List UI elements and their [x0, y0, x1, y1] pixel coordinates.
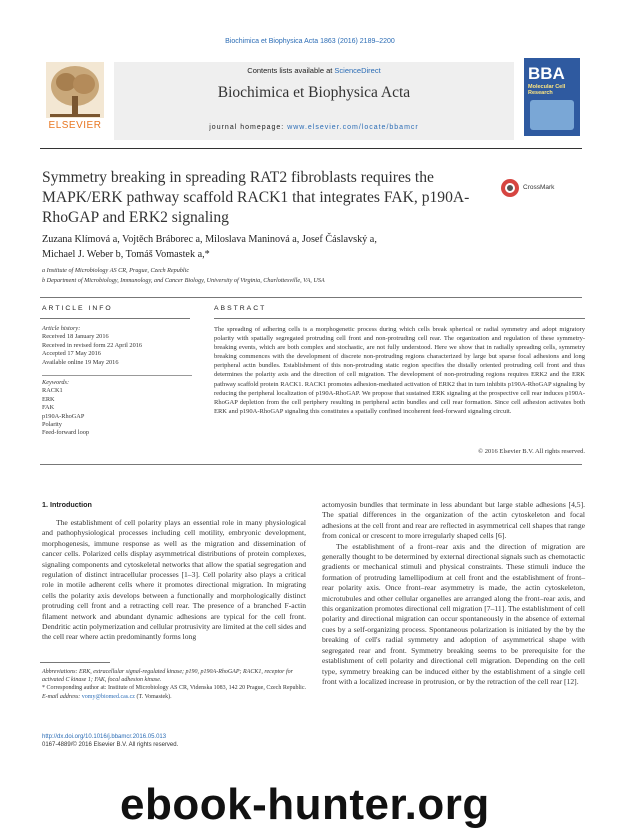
- keyword: RACK1: [42, 387, 63, 395]
- keywords-label: Keywords:: [42, 379, 70, 387]
- email-link[interactable]: vomy@biomed.cas.cz: [81, 693, 135, 700]
- abstract-rule: [214, 318, 585, 319]
- paragraph: The establishment of a front–rear axis and the direction of migration are generally thought to be determined by external directional signals such as chemotactic gradients or mechanical stimuli and physical constraints. These stimuli induce the formation of protruding lamellipodium at cell front and the establishment of front–rear polarity axis. Once front–rear asymmetry is made, the actin cytoskeleton, microtubules and other cellular organelles are arranged along the front–rear axis, and this organization promotes directional cell migration [7–11]. The establishment of cell polarity and directional migration can occur spontaneously in the absence of external cues by a self-organizing process. Spontaneous polarization is initiated by the by the breaking of cell's radial symmetry and adoption of asymmetrical shape with segregated rear and front. Symmetry breaking seems to be prerequisite for the establishment of cell polarity and directional cell migration. Depending on the cell type, symmetry breaking can be induced either by the establishment of a single cell front with a localized increase in protrusion, or by the retraction of the cell rear [12].: [322, 541, 585, 686]
- copyright-notice: © 2016 Elsevier B.V. All rights reserved.: [478, 448, 585, 455]
- abstract-bottom-rule: [40, 464, 582, 465]
- affiliation-b: b Department of Microbiology, Immunology, and Cancer Biology, University of Virginia, Charlottesville, VA, USA: [42, 277, 325, 284]
- crossmark-icon: [500, 178, 520, 198]
- journal-citation[interactable]: Biochimica et Biophysica Acta 1863 (2016) 2189–2200: [225, 38, 395, 45]
- history-item: Received in revised form 22 April 2016: [42, 341, 143, 349]
- history-item: Received 18 January 2016: [42, 333, 109, 341]
- contents-prefix: Contents lists available at: [247, 66, 335, 75]
- sciencedirect-link[interactable]: ScienceDirect: [334, 66, 381, 75]
- keyword: Polarity: [42, 421, 62, 429]
- crossmark-badge[interactable]: [500, 178, 580, 198]
- paragraph: actomyosin bundles that terminate in less abundant but large stable adhesions [4,5]. The spatial differences in the organization of the actin cytoskeleton and focal adhesions at the cell front and rear are reflected in asymmetrical cell shapes that range from conical or crescent to more irregularly shaped cells [6].: [322, 500, 585, 541]
- journal-cover: [524, 58, 580, 136]
- cover-subtitle: Molecular Cell Research: [528, 84, 566, 96]
- corresponding-author-note: * Corresponding author at: Institute of Microbiology AS CR, Videnska 1083, 142 20 Prague, Czech Republic.: [42, 685, 306, 692]
- homepage-line: [114, 124, 514, 131]
- homepage-prefix: journal homepage:: [209, 124, 288, 131]
- info-divider: [42, 367, 192, 376]
- article-title: Symmetry breaking in spreading RAT2 fibroblasts requires the MAPK/ERK pathway scaffold RACK1 that integrates FAK, p190A-RhoGAP and ERK2 signaling: [42, 169, 470, 226]
- affiliation-a: a Institute of Microbiology AS CR, Prague, Czech Republic: [42, 267, 190, 274]
- watermark: ebook-hunter.org: [120, 780, 490, 829]
- journal-name: Biochimica et Biophysica Acta: [217, 84, 411, 101]
- issn-line: 0167-4889/© 2016 Elsevier B.V. All rights reserved.: [42, 742, 179, 749]
- article-info-column: [42, 325, 192, 438]
- email-note: [42, 693, 306, 701]
- history-label: Article history:: [42, 325, 81, 332]
- history-item: Accepted 17 May 2016: [42, 350, 101, 358]
- cover-title: BBA: [528, 64, 565, 83]
- doi-block: [42, 733, 342, 749]
- authors-line-2: Michael J. Weber b, Tomáš Vomastek a,*: [42, 249, 210, 260]
- paragraph: The establishment of cell polarity plays an essential role in many physiological and pathophysiological processes including cell motility, embryonic development, morphogenesis, immune response as well as the migration and dissemination of cancer cells. Polarized cells display asymmetrical distributions of protein complexes, signaling components and cytoskeletal networks that allow the spatial segregation and regulation of distinct intracellular processes [1–3]. Cell polarity also plays a critical role in motile adherent cells where it promotes directional migration. In migrating cells the polarity axis develops between a functionally and morphologically distinct protruding cell front and a retracting cell rear. The presence of a branched F-actin filament network and abundant dynamic adhesions are typical for the cell front. Dendritic actin polymerization and cellular protrusivity are limited at the cell sides and the cell rear where actin predominantly forms long: [42, 518, 307, 642]
- footnotes: [42, 668, 306, 701]
- article-info-rule: [40, 318, 190, 319]
- abbreviations-note: Abbreviations: ERK, extracellular signal-regulated kinase; p190, p190A-RhoGAP; RACK1, receptor for activated C kinase 1; FAK, focal adhesion kinase.: [42, 669, 293, 684]
- doi-link[interactable]: http://dx.doi.org/10.1016/j.bbamcr.2016.05.013: [42, 734, 167, 740]
- keyword: ERK: [42, 395, 55, 403]
- crossmark-label: CrossMark: [523, 184, 555, 191]
- elsevier-logo: [42, 60, 108, 136]
- cover-art: [530, 100, 574, 130]
- email-label: E-mail address:: [42, 693, 82, 700]
- keyword: Feed-forward loop: [42, 429, 90, 437]
- author-list: [42, 232, 562, 262]
- affil-rule: [40, 297, 582, 298]
- right-column: [322, 500, 585, 687]
- keyword: p190A-RhoGAP: [42, 412, 85, 420]
- publisher-logo-text: ELSEVIER: [48, 120, 102, 131]
- email-suffix: (T. Vomastek).: [134, 693, 172, 700]
- article-info-heading: ARTICLE INFO: [42, 305, 113, 312]
- keyword: FAK: [42, 404, 55, 412]
- left-column: [42, 518, 306, 643]
- history-item: Available online 19 May 2016: [42, 358, 119, 366]
- authors-line-1: Zuzana Klímová a, Vojtěch Bráborec a, Miloslava Maninová a, Josef Čáslavský a,: [42, 234, 377, 245]
- header-rule: [40, 148, 582, 149]
- homepage-link[interactable]: www.elsevier.com/locate/bbamcr: [287, 124, 419, 131]
- abstract-text: The spreading of adhering cells is a morphogenetic process during which cells break spherical or radial symmetry and adopt migratory polarity with spatially segregated protruding cell front and non-protruding cell rear. The organization and regulation of these symmetry-breaking events, which are both complex and stochastic, are not fully understood. Here we show that in radially spreading cells, symmetry breaking commences with the development of discrete non-protruding regions characterized by large but sparse focal adhesions and long peripheral actin bundles. Establishment of this non-protruding static region specifies the distally oriented protruding cell front and thus determines the polarity axis and the direction of cell migration. The development of non-protruding regions requires ERK2 and the ERK pathway scaffold protein RACK1. RACK1 promotes adhesion-mediated activation of ERK2 that in turn inhibits p190A-RhoGAP signaling by reducing the peripheral localization of p190A-RhoGAP. We propose that sustained ERK signaling at the prospective cell rear induces p190A-RhoGAP depletion from the cell periphery resulting in peripheral actin bundles and cell rear formation. Since cell adhesion activates both ERK and p190A-RhoGAP signaling this constitutes a spatially confined incoherent feed-forward signaling circuit.: [214, 326, 585, 415]
- footnote-rule: [40, 662, 110, 663]
- contents-line: [114, 66, 514, 75]
- abstract-heading: ABSTRACT: [214, 305, 267, 312]
- section-heading: 1. Introduction: [42, 500, 92, 509]
